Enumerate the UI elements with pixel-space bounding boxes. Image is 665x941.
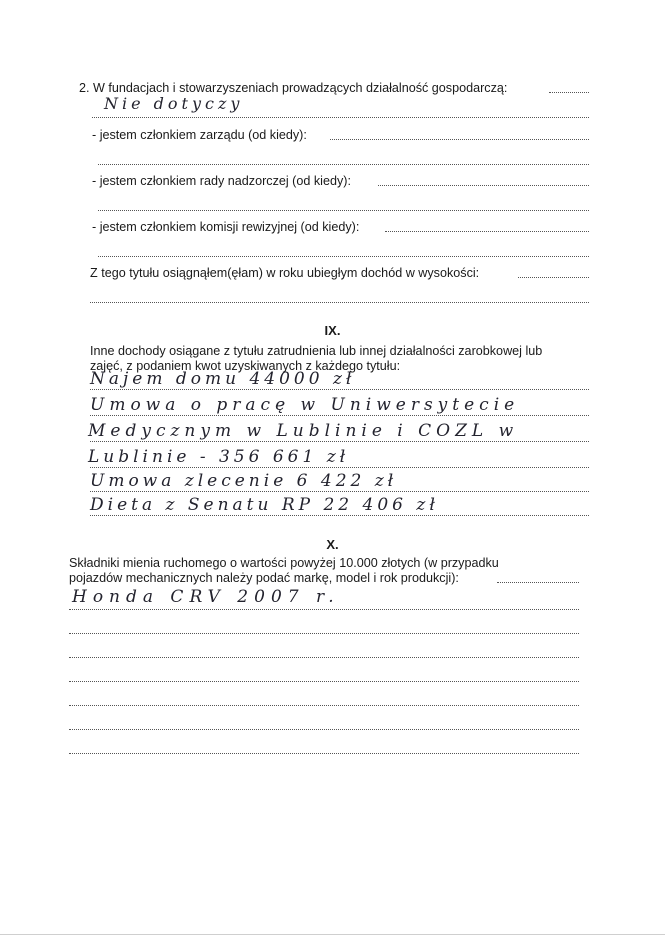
dotted-line	[69, 753, 579, 754]
dotted-line	[90, 302, 589, 303]
handwritten-income-line: Umowa o pracę w Uniwersytecie	[90, 395, 520, 415]
handwritten-income-line: Umowa zlecenie 6 422 zł	[90, 471, 398, 491]
dotted-line	[90, 467, 589, 468]
dotted-line	[549, 92, 589, 93]
dotted-line	[98, 210, 589, 211]
board-label: - jestem członkiem zarządu (od kiedy):	[92, 128, 307, 142]
section-x-intro-2: pojazdów mechanicznych należy podać markę, model i rok produkcji):	[69, 571, 459, 585]
dotted-line	[69, 633, 579, 634]
dotted-line	[69, 609, 579, 610]
handwritten-income-line: Dieta z Senatu RP 22 406 zł	[90, 495, 439, 515]
dotted-line	[518, 277, 589, 278]
dotted-line	[90, 515, 589, 516]
section-x-intro-1: Składniki mienia ruchomego o wartości powyżej 10.000 złotych (w przypadku	[69, 556, 499, 570]
dotted-line	[90, 491, 589, 492]
dotted-line	[90, 415, 589, 416]
section-ix-intro-2: zajęć, z podaniem kwot uzyskiwanych z każdego tytułu:	[90, 359, 401, 373]
handwritten-asset: Honda CRV 2007 r.	[72, 587, 340, 607]
section-x-heading: X.	[326, 537, 339, 552]
page-edge-line	[0, 934, 665, 935]
dotted-line	[69, 705, 579, 706]
dotted-line	[90, 389, 589, 390]
handwritten-answer-item2: Nie dotyczy	[104, 94, 244, 113]
dotted-line	[385, 231, 589, 232]
dotted-line	[98, 164, 589, 165]
dotted-line	[330, 139, 589, 140]
dotted-line	[69, 681, 579, 682]
dotted-line	[92, 117, 589, 118]
supervisory-label: - jestem członkiem rady nadzorczej (od kiedy):	[92, 174, 351, 188]
dotted-line	[98, 256, 589, 257]
section-ix-heading: IX.	[324, 323, 341, 338]
dotted-line	[69, 657, 579, 658]
dotted-line	[90, 441, 589, 442]
dotted-line	[378, 185, 589, 186]
section-ix-intro-1: Inne dochody osiągane z tytułu zatrudnienia lub innej działalności zarobkowej lub	[90, 344, 543, 358]
dotted-line	[497, 582, 579, 583]
handwritten-income-line: Lublinie - 356 661 zł	[88, 447, 350, 467]
income-label: Z tego tytułu osiągnąłem(ęłam) w roku ubiegłym dochód w wysokości:	[90, 266, 480, 280]
audit-label: - jestem członkiem komisji rewizyjnej (od kiedy):	[92, 220, 360, 234]
handwritten-income-line: Medycznym w Lublinie i COZL w	[88, 421, 519, 441]
dotted-line	[69, 729, 579, 730]
handwritten-income-line: Najem domu 44000 zł	[90, 369, 356, 389]
item-2-label: 2. W fundacjach i stowarzyszeniach prowadzących działalność gospodarczą:	[79, 81, 508, 95]
